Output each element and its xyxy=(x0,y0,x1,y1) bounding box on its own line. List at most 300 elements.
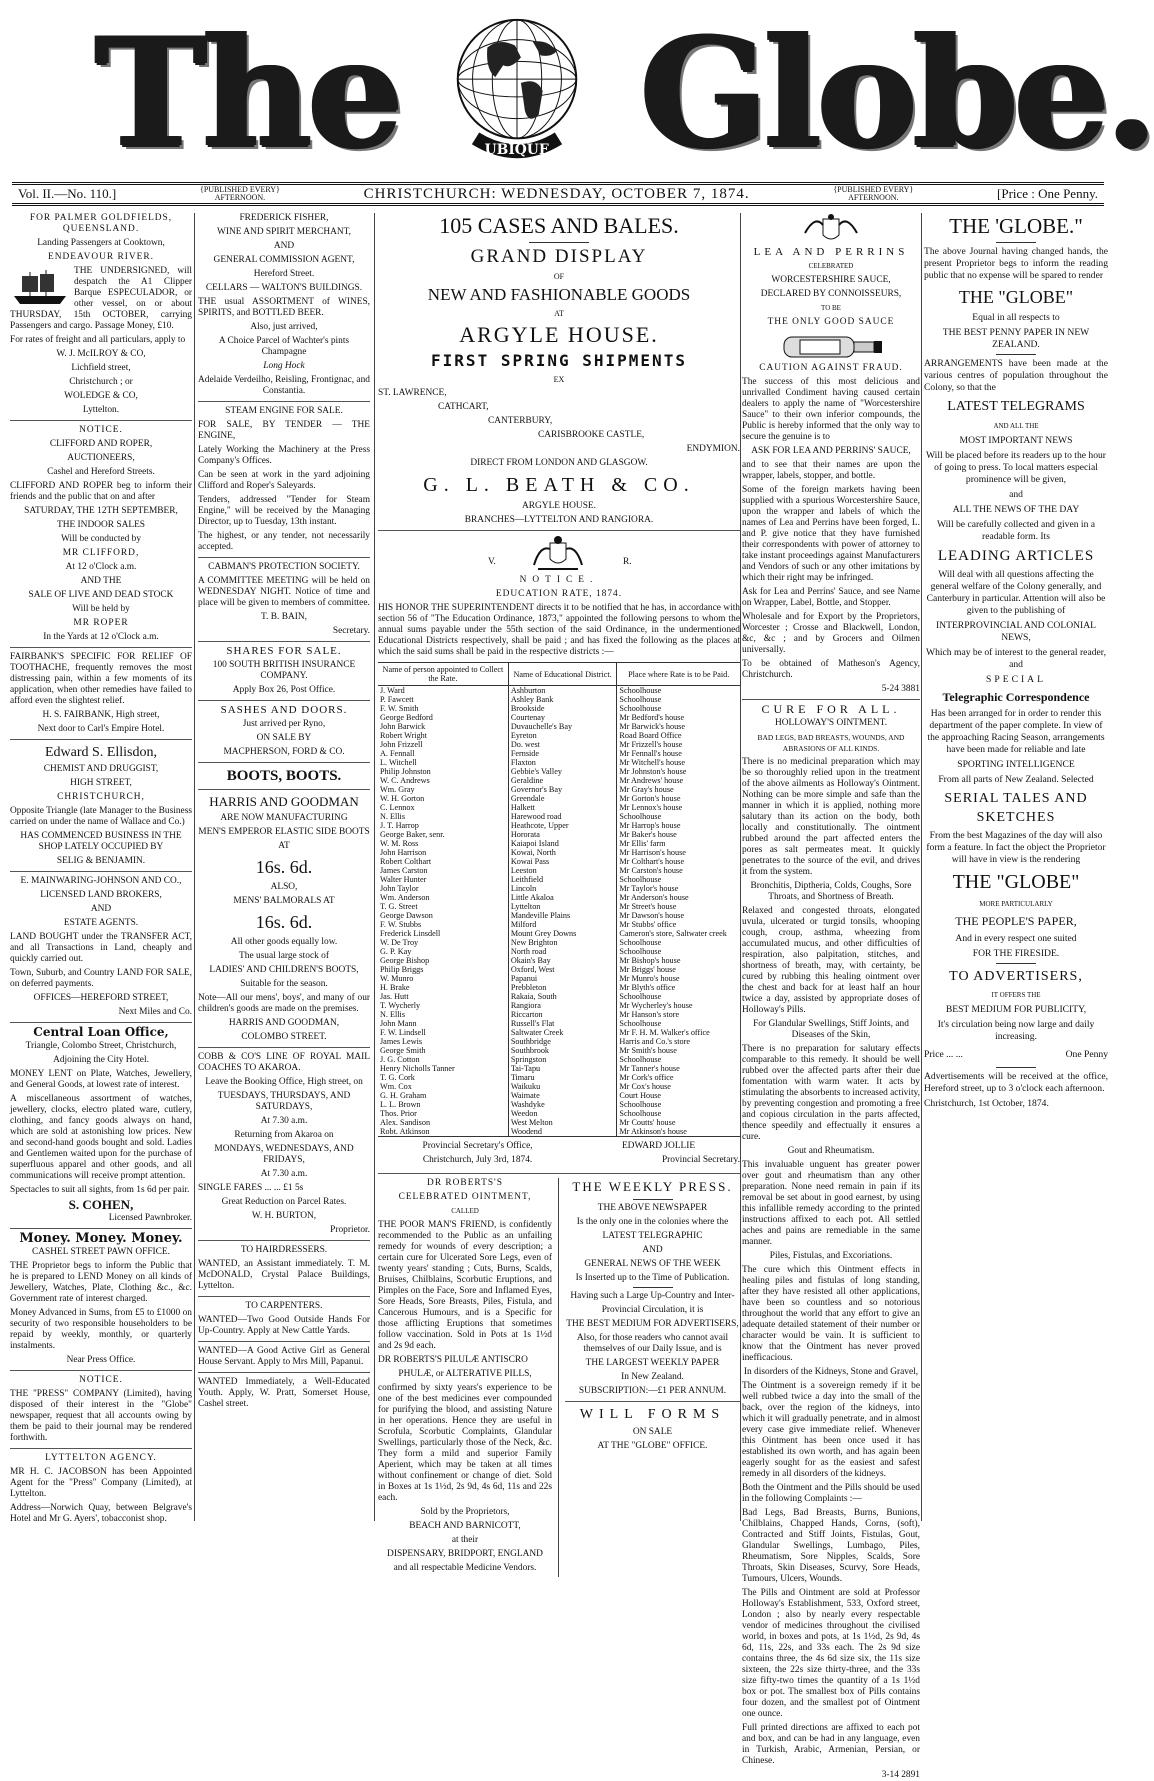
table-row xyxy=(378,839,740,848)
payment-place: Mr Briggs' house xyxy=(619,965,676,974)
collector-name: Alex. Sandison xyxy=(378,1118,508,1127)
table-row xyxy=(378,794,740,803)
payment-place: Schoolhouse xyxy=(619,704,662,713)
ad-body: Full printed directions are affixed to each pot and box, and can be had in any language, even in Turkish, Arabic, Armenian, Persian, or Chinese. xyxy=(742,1723,920,1766)
table-row xyxy=(378,848,740,857)
payment-place: Mr Taylor's house xyxy=(619,884,679,893)
ad-line: ON SALE BY xyxy=(256,733,312,743)
ad-title: Central Loan Office, xyxy=(33,1025,169,1039)
column-5 xyxy=(924,213,1108,1521)
table-row xyxy=(378,812,740,821)
ad-frederick-fisher xyxy=(198,213,370,397)
ad-line: At 7.30 a.m. xyxy=(260,1169,308,1179)
ad-mainwaring-johnson xyxy=(10,876,192,1018)
announcement-text: SPECIAL xyxy=(986,674,1046,685)
collector-name: George Bishop xyxy=(378,956,508,965)
ad-line: DR ROBERTS'S PILULÆ ANTISCRO xyxy=(378,1355,528,1365)
district-name: Okain's Bay xyxy=(508,956,617,965)
ad-line: Next Miles and Co. xyxy=(118,1007,192,1017)
ad-separator xyxy=(10,647,192,648)
collector-name: Robert Wright xyxy=(378,731,508,740)
district-name: Weedon xyxy=(508,1109,617,1118)
district-name: West Melton xyxy=(508,1118,617,1127)
column-1 xyxy=(10,213,192,1524)
ad-line: OFFICES—HEREFORD STREET, xyxy=(33,993,169,1003)
boots-price: 16s. 6d. xyxy=(255,857,313,877)
table-row xyxy=(378,1073,740,1082)
collector-name: N. Ellis xyxy=(378,1010,508,1019)
ad-line: Just arrived per Ryno, xyxy=(242,719,326,729)
ad-body: The highest, or any tender, not necessarily accepted. xyxy=(198,531,370,552)
ad-money xyxy=(10,1233,192,1366)
collector-name: W. De Troy xyxy=(378,938,508,947)
ad-line: ARGYLE HOUSE. xyxy=(459,322,659,347)
ad-body: A miscellaneous assortment of watches, jewellery, clocks, electro plated ware, cutlery, clothing, and fancy goods always on hand, which are sold at astonishing low prices. New and second-hand goods bought and sold. Ladies and Gentlemen waited upon for the purchase of superfluous apparel and other goods, and all communications will receive prompt attention. xyxy=(10,1094,192,1181)
ad-wanted-youth xyxy=(198,1377,370,1410)
publish-note-line1: {PUBLISHED EVERY} xyxy=(199,185,280,194)
table-row xyxy=(378,875,740,884)
announcement-text: INTERPROVINCIAL AND COLONIAL NEWS, xyxy=(935,620,1097,643)
ad-body: and to see that their names are upon the wrapper, labels, stopper, and bottle. xyxy=(742,460,920,481)
ad-cabmans-society xyxy=(198,562,370,637)
ad-line: TUESDAYS, THURSDAYS, AND SATURDAYS, xyxy=(217,1091,351,1112)
ad-separator xyxy=(529,242,589,243)
ad-line: THE ABOVE NEWSPAPER xyxy=(597,1203,708,1213)
payment-place: Mr Anderson's house xyxy=(619,893,689,902)
payment-place: Harris and Co.'s store xyxy=(619,1037,691,1046)
ad-line: Provincial Secretary's Office, xyxy=(422,1141,533,1151)
ad-line: MENS' BALMORALS AT xyxy=(233,896,335,906)
ad-title: STEAM ENGINE FOR SALE. xyxy=(225,406,343,416)
announcement-text: Will be placed before its readers up to the hour of going to press. To local matters especial prominence will be given, xyxy=(926,450,1106,485)
ad-line: MEN'S EMPEROR ELASTIC SIDE BOOTS xyxy=(198,827,370,837)
announcement-text: IT OFFERS THE xyxy=(991,991,1041,999)
district-name: Southbridge xyxy=(508,1037,617,1046)
ad-line: CHEMIST AND DRUGGIST, xyxy=(43,764,159,774)
ship-name: ST. LAWRENCE, xyxy=(378,388,447,398)
district-name: Fernside xyxy=(508,749,617,758)
ad-title: COBB & CO'S LINE OF ROYAL MAIL COACHES TO AKAROA. xyxy=(198,1052,370,1073)
ad-separator xyxy=(996,1067,1036,1068)
ad-body: WANTED, an Assistant immediately. T. M. McDONALD, Crystal Palace Buildings, Lyttelton. xyxy=(198,1259,370,1291)
district-name: Governor's Bay xyxy=(508,785,617,794)
ad-separator xyxy=(633,1287,673,1288)
table-row xyxy=(378,866,740,875)
payment-place: Mr Munro's house xyxy=(619,974,680,983)
ad-signature: W. H. BURTON, xyxy=(251,1211,317,1221)
ad-body: LAND BOUGHT under the TRANSFER ACT, and all Transactions in Land, cheaply and quickly carried out. xyxy=(10,932,192,964)
ad-line: SUBSCRIPTION:—£1 PER ANNUM. xyxy=(578,1386,727,1396)
ad-line: AT xyxy=(278,841,290,851)
ad-line: MR CLIFFORD, xyxy=(62,548,140,558)
ad-dr-roberts xyxy=(378,1178,559,1577)
ad-line: Suitable for the season. xyxy=(240,979,328,989)
ad-line: AT THE "GLOBE" OFFICE. xyxy=(597,1441,708,1451)
announcement-text: And in every respect one suited xyxy=(955,933,1077,944)
ad-line: WINE AND SPIRIT MERCHANT, xyxy=(216,227,352,237)
ad-title: NOTICE. xyxy=(519,575,599,585)
payment-place: Mr Bishop's house xyxy=(619,956,681,965)
district-name: Eyreton xyxy=(508,731,617,740)
payment-place: Mr Ellis' farm xyxy=(619,839,666,848)
table-row xyxy=(378,749,740,758)
ad-line: The usual large stock of xyxy=(239,951,329,961)
ad-body: THE POOR MAN'S FRIEND, is confidently recommended to the Public as an unfailing remedy for wounds of every description; a certain cure for Ulcerated Sore Legs, even of twenty years' standing ; Cuts, Burns, Scalds, Bruises, Chilblains, Scorbutic Eruptions, and Pimples on the Face, Sore and Inflamed Eyes, Sore Heads, Sore Breasts, Piles, Fistula, and Cancerous Humours, and is a Specific for those afflicting Eruptions that sometimes follow vaccination. Sold in Pots at 1s 1½d and 2s 9d each. xyxy=(378,1220,552,1351)
ad-line: Cashel and Hereford Streets. xyxy=(47,467,155,477)
table-row xyxy=(378,785,740,794)
payment-place: Mr Lennox's house xyxy=(619,803,683,812)
ad-line: THE BEST MEDIUM FOR ADVERTISERS, xyxy=(566,1319,739,1329)
ad-separator xyxy=(10,1228,192,1229)
ad-line: THE ONLY GOOD SAUCE xyxy=(767,317,895,327)
ad-body: THE Proprietor begs to inform the Public that he is prepared to LEND Money on all kinds of Jewellery, Watches, Plate, Clothing &c., &c. Government rate of interest charged. xyxy=(10,1261,192,1304)
table-header-row xyxy=(378,663,740,686)
collector-name: James Carston xyxy=(378,866,508,875)
ad-line: CELLARS — WALTON'S BUILDINGS. xyxy=(205,283,363,293)
ad-separator xyxy=(198,1240,370,1241)
payment-place: Mr Andrews' house xyxy=(619,776,684,785)
collector-name: John Frizzell xyxy=(378,740,508,749)
ad-separator xyxy=(378,530,740,531)
ad-separator xyxy=(198,557,370,558)
ad-body: Money Advanced in Sums, from £5 to £1000 on security of two responsible householders to be repaid by weekly, monthly, or quarterly instalments. xyxy=(10,1308,192,1351)
table-row xyxy=(378,1001,740,1010)
ad-line: Piles, Fistulas, and Excoriations. xyxy=(769,1251,893,1261)
ad-line: At 7.30 a.m. xyxy=(260,1116,308,1126)
payment-place: Mr Dawson's house xyxy=(619,911,685,920)
collector-name: George Baker, senr. xyxy=(378,830,508,839)
ad-line: Christchurch ; or xyxy=(69,377,133,387)
ad-line: 100 SOUTH BRITISH INSURANCE COMPANY. xyxy=(212,660,356,681)
ad-line: BEACH AND BARNICOTT, xyxy=(409,1521,521,1531)
ad-body: HIS HONOR THE SUPERINTENDENT directs it to be notified that he has, in accordance with section 56 of "The Education Ordinance, 1873," appointed the following persons to whom the annual sums payable under the 55th section of the said Ordinance, in the undermentioned Educational Districts respectively, shall be paid ; and has fixed the following as the places at which the said sums shall be paid in the respective districts :— xyxy=(378,603,740,657)
ad-title: THE WEEKLY PRESS. xyxy=(572,1179,733,1194)
payment-place: Schoolhouse xyxy=(619,695,662,704)
payment-place: Mr Gray's house xyxy=(619,785,674,794)
ad-weekly-press xyxy=(559,1178,740,1577)
ad-body: Spectacles to suit all sights, from 1s 6d per pair. xyxy=(10,1185,190,1195)
collector-name: T. G. Cork xyxy=(378,1073,508,1082)
table-row xyxy=(378,1019,740,1028)
ad-line: All other goods equally low. xyxy=(230,937,338,947)
table-row xyxy=(378,1091,740,1100)
table-row xyxy=(378,992,740,1001)
ad-body: Wholesale and for Export by the Proprietors, Worcester ; Crosse and Blackwell, London, &c, &c ; and by Grocers and Oilmen universally. xyxy=(742,612,920,655)
masthead xyxy=(0,0,1154,181)
price-label: Price ... ... xyxy=(924,1049,963,1060)
ad-title: BOOTS, BOOTS. xyxy=(226,768,342,784)
announcement-heading: TO ADVERTISERS, xyxy=(949,969,1083,984)
ad-line: and all respectable Medicine Vendors. xyxy=(393,1563,537,1573)
table-row xyxy=(378,1127,740,1137)
district-name: Little Akaloa xyxy=(508,893,617,902)
column-rule xyxy=(374,213,375,1521)
ad-line: AUCTIONEERS, xyxy=(67,453,135,463)
ad-line: THE INDOOR SALES xyxy=(56,520,146,530)
payment-place: Mr Cork's office xyxy=(619,1073,674,1082)
ad-body: Town, Suburb, and Country LAND FOR SALE, on deferred payments. xyxy=(10,968,192,989)
ad-separator xyxy=(378,1173,740,1174)
ad-body: FOR SALE, BY TENDER — THE ENGINE, xyxy=(198,420,370,441)
ad-title: TO HAIRDRESSERS. xyxy=(240,1245,328,1255)
ad-line: MONDAYS, WEDNESDAYS, AND FRIDAYS, xyxy=(214,1144,354,1165)
ad-line: A Choice Parcel of Wachter's pints Champagne xyxy=(218,336,350,357)
masthead-globe: Globe. xyxy=(640,5,1154,181)
ad-title: FOR PALMER GOLDFIELDS, QUEENSLAND. xyxy=(29,213,173,234)
ad-body: THE UNDERSIGNED, will despatch the A1 Clipper Barque ESPECULADOR, or other vessel, on or about THURSDAY, 15th OCTOBER, carrying Passengers and cargo. Passage Money, £10. xyxy=(10,266,192,331)
ad-title: DR ROBERTS'S xyxy=(427,1178,503,1188)
payment-place: Mr Cox's house xyxy=(619,1082,671,1091)
announcement-text: Has been arranged for in order to render this department of the paper complete. In view of the approaching Racing Season, arrangements have been made for reliable and late xyxy=(927,708,1105,755)
ad-separator xyxy=(198,1372,370,1373)
ad-line: W. J. McILROY & CO, xyxy=(56,349,146,359)
ad-signature: HARRIS AND GOODMAN, xyxy=(228,1018,340,1028)
table-row xyxy=(378,947,740,956)
ad-line: SELIG & BENJAMIN. xyxy=(56,856,146,866)
ad-title: SASHES AND DOORS. xyxy=(220,704,348,716)
collector-name: Wm. Anderson xyxy=(378,893,508,902)
table-row xyxy=(378,686,740,696)
payment-place: Schoolhouse xyxy=(619,686,662,695)
collector-name: Philip Briggs xyxy=(378,965,508,974)
table-row xyxy=(378,767,740,776)
payment-place: Schoolhouse xyxy=(619,812,662,821)
payment-place: Mr Johnston's house xyxy=(619,767,687,776)
collector-name: Jas. Hutt xyxy=(378,992,508,1001)
table-row xyxy=(378,731,740,740)
ad-line: GENERAL COMMISSION AGENT, xyxy=(213,255,355,265)
district-name: Oxford, West xyxy=(508,965,617,974)
announcement-text: Which may be of interest to the general reader, and xyxy=(926,647,1106,670)
collector-name: Robt. Atkinson xyxy=(378,1127,508,1137)
table-row xyxy=(378,1037,740,1046)
ad-line: LADIES' AND CHILDREN'S BOOTS, xyxy=(209,965,359,975)
crest-icon xyxy=(801,213,861,247)
ad-body: Bad Legs, Bad Breasts, Burns, Bunions, Chilblains, Chapped Hands, Corns, (soft), Contracted and Stiff Joints, Fistulas, Gout, Glandular Swellings, Lumbago, Piles, Rheumatism, Sore Nipples, Scalds, Sore Throats, Skin Diseases, Scurvy, Sore Heads, Tumours, Ulcers, Wounds. xyxy=(742,1508,920,1584)
collector-name: James Lewis xyxy=(378,1037,508,1046)
announcement-text: Advertisements will be received at the office, Hereford street, up to 3 o'clock each afternoon. xyxy=(924,1071,1108,1094)
payment-place: Mr Stubbs' office xyxy=(619,920,677,929)
ad-separator xyxy=(10,871,192,872)
ad-separator xyxy=(198,1047,370,1048)
ad-signature: Licensed Pawnbroker. xyxy=(108,1213,192,1223)
ad-line: Adelaide Verdeilho, Reisling, Frontignac, and Constantia. xyxy=(198,375,370,396)
district-name: Riccarton xyxy=(508,1010,617,1019)
district-name: Russell's Flat xyxy=(508,1019,617,1028)
collector-name: H. Brake xyxy=(378,983,508,992)
ad-clifford-roper xyxy=(10,425,192,643)
ad-body: Address—Norwich Quay, between Belgrave's Hotel and Mr G. Ayers', tobacconist shop. xyxy=(10,1503,192,1524)
payment-place: Schoolhouse xyxy=(619,938,662,947)
publish-note-right xyxy=(833,186,913,202)
announcement-text: It's circulation being now large and daily increasing. xyxy=(937,1019,1095,1042)
notice-signature xyxy=(378,1141,740,1169)
ad-line: Adjoining the City Hotel. xyxy=(53,1055,149,1065)
payment-place: Mr Colthart's house xyxy=(619,857,685,866)
ad-steam-engine xyxy=(198,406,370,553)
ad-body: FAIRBANK'S SPECIFIC FOR RELIEF OF TOOTHACHE, frequently removes the most distressing pain, within a few moments of its application, when other remedies have failed to afford even the slightest relief. xyxy=(10,652,192,706)
table-row xyxy=(378,974,740,983)
ad-body: confirmed by sixty years's experience to be one of the best medicines ever compounded for purifying the blood, and assisting Nature in her operations. Hence they are useful in Scrofula, Scorbutic Complaints, Glandular Swellings, particularly those of the Neck, &c. They form a mild and superior Family Aperient, which may be taken at all times without confinement or change of diet. Sold in Boxes at 1s 1½d, 2s 9d, 4s 6d, 11s and 22s each. xyxy=(378,1383,552,1503)
ad-signature: T. B. BAIN, xyxy=(261,612,307,622)
payment-place: Mr F. H. M. Walker's office xyxy=(619,1028,710,1037)
district-name: Leithfield xyxy=(508,875,617,884)
table-row xyxy=(378,1055,740,1064)
district-name: Kowai Pass xyxy=(508,857,617,866)
ad-line: Having such a Large Up-Country and Inter- xyxy=(570,1291,735,1301)
announcement-text: and xyxy=(1009,489,1023,500)
ad-line: CASHEL STREET PAWN OFFICE. xyxy=(32,1247,170,1257)
collector-name: L. Witchell xyxy=(378,758,508,767)
payment-place: Mr Witchell's house xyxy=(619,758,685,767)
payment-place: Mr Blyth's office xyxy=(619,983,676,992)
collector-name: Henry Nicholls Tanner xyxy=(378,1064,508,1073)
table-row xyxy=(378,695,740,704)
announcement-text: The above Journal having changed hands, the present Proprietor begs to inform the reading public that no expense will be spared to render xyxy=(924,246,1108,281)
ad-line: At 12 o'Clock a.m. xyxy=(65,562,137,572)
announcement-text: THE BEST PENNY PAPER IN NEW ZEALAND. xyxy=(942,327,1090,350)
collector-name: George Smith xyxy=(378,1046,508,1055)
collector-name: George Bedford xyxy=(378,713,508,722)
ad-line: LICENSED LAND BROKERS, xyxy=(40,890,162,900)
payment-place: Mr Harrison's house xyxy=(619,848,686,857)
district-name: Brookside xyxy=(508,704,617,713)
payment-place: Mr Hanson's store xyxy=(619,1010,680,1019)
table-row xyxy=(378,740,740,749)
column-2 xyxy=(198,213,370,1521)
ad-line: AT xyxy=(554,309,564,318)
collector-name: L. L. Brown xyxy=(378,1100,508,1109)
ad-line: DIRECT FROM LONDON AND GLASGOW. xyxy=(470,458,648,468)
ad-body: There is no medicinal preparation which may be so thoroughly relied upon in the treatment of the above ailments as Holloway's Ointment. Nothing can be more simple and safe than the manner in which it is applied, nothing more salutary than its action on the body, both locally and constitutionally. The ointment rubbed around the part affected enters the pores as salt permeates meat. It quickly penetrates to the source of the evil, and drives it from the system. xyxy=(742,757,920,877)
ad-fairbank xyxy=(10,652,192,735)
district-name: Flaxton xyxy=(508,758,617,767)
column-3 xyxy=(378,213,740,1573)
ad-separator xyxy=(198,1341,370,1342)
district-name: Duvauchelle's Bay xyxy=(508,722,617,731)
column-rule xyxy=(921,213,922,1521)
ad-line: Will be held by xyxy=(72,604,130,614)
ad-title: CURE FOR ALL. xyxy=(761,702,901,716)
ad-signature: Proprietor. xyxy=(330,1225,370,1235)
ad-separator xyxy=(565,1401,740,1402)
ad-line: Lichfield street, xyxy=(71,363,131,373)
dateline xyxy=(12,182,1104,206)
ad-title: E. MAINWARING-JOHNSON AND CO., xyxy=(20,876,182,886)
ad-body: Tenders, addressed "Tender for Steam Engine," will be received by the Managing Director, up to Tuesday, 13th instant. xyxy=(198,495,370,527)
district-name: Woodend xyxy=(508,1127,617,1137)
collector-name: F. W. Stubbs xyxy=(378,920,508,929)
table-row xyxy=(378,902,740,911)
collector-name: J. T. Harrop xyxy=(378,821,508,830)
ad-line: DISPENSARY, BRIDPORT, ENGLAND xyxy=(387,1549,543,1559)
ad-line: In disorders of the Kidneys, Stone and Gravel, xyxy=(743,1367,919,1377)
district-name: Rangiora xyxy=(508,1001,617,1010)
ad-separator xyxy=(742,699,920,700)
ad-title: FREDERICK FISHER, xyxy=(239,213,329,223)
ad-body: The cure which this Ointment effects in healing piles and fistulas of long standing, after they have resisted all other applications, have been so countless and so notorious throughout the world that any effort to give an adequate detailed statement of their number or character would be vain. It is sufficient to know that the Ointment has never proved inefficacious. xyxy=(742,1265,920,1363)
ad-line: NEW AND FASHIONABLE GOODS xyxy=(427,285,691,304)
ad-separator xyxy=(10,739,192,740)
district-name: Springston xyxy=(508,1055,617,1064)
ad-signature: COLOMBO STREET. xyxy=(241,1032,327,1042)
ad-line: OF xyxy=(553,272,565,281)
table-header: Place where Rate is to be Paid. xyxy=(617,663,740,686)
payment-place: Mr Street's house xyxy=(619,902,677,911)
ad-body: Ask for Lea and Perrins' Sauce, and see Name on Wrapper, Label, Bottle, and Stopper. xyxy=(742,587,920,608)
ad-separator xyxy=(10,1448,192,1449)
ad-line: CELEBRATED OINTMENT, xyxy=(398,1192,532,1202)
district-name: Geraldine xyxy=(508,776,617,785)
ad-body: This invaluable unguent has greater power over gout and rheumatism than any other preparation. None need remain in pain if its removal be set about in good earnest, by using this infallible remedy according to the printed instructions affixed to each pot. All settled aches and pains are remediable in the same manner. xyxy=(742,1160,920,1247)
globe-announcement-title: THE 'GLOBE." xyxy=(949,214,1083,238)
ad-title: Money. Money. Money. xyxy=(19,1231,183,1246)
ad-body: THE usual ASSORTMENT of WINES, SPIRITS, and BOTTLED BEER. xyxy=(198,297,370,318)
announcement-heading: Telegraphic Correspondence xyxy=(942,690,1090,704)
ad-shares xyxy=(198,646,370,696)
ad-line: For Glandular Swellings, Stiff Joints, and Diseases of the Skin, xyxy=(753,1019,909,1040)
table-row xyxy=(378,1109,740,1118)
lower-split xyxy=(378,1178,740,1577)
announcement-text: Will deal with all questions affecting the general welfare of the Colony generally, and Canterbury in particular. Attention will also be given to the publishing of xyxy=(926,569,1106,616)
ad-line: Will be conducted by xyxy=(60,534,142,544)
payment-place: Schoolhouse xyxy=(619,947,662,956)
table-row xyxy=(378,776,740,785)
ad-line: ARGYLE HOUSE. xyxy=(522,501,596,511)
ad-body: THE "PRESS" COMPANY (Limited), having disposed of their interest in the "Globe" newspaper, request that all accounts owing by them be paid to their journal may be rendered forthwith. xyxy=(10,1389,192,1443)
ad-signature: Secretary. xyxy=(332,626,370,636)
ad-signature: S. COHEN, xyxy=(68,1197,134,1212)
ad-line: CLIFFORD AND ROPER, xyxy=(49,439,153,449)
announcement-text: Will be carefully collected and given in a readable form. Its xyxy=(936,519,1096,542)
ad-line: WORCESTERSHIRE SAUCE, xyxy=(771,275,891,285)
announcement-text: Equal in all respects to xyxy=(972,312,1060,323)
table-row xyxy=(378,1064,740,1073)
ad-line: ENDEAVOUR RIVER. xyxy=(48,252,154,262)
ad-line: AND THE xyxy=(80,576,122,586)
district-name: New Brighton xyxy=(508,938,617,947)
payment-place: Mr Carston's house xyxy=(619,866,683,875)
district-name: Saltwater Creek xyxy=(508,1028,617,1037)
district-name: Heathcote, Upper xyxy=(508,821,617,830)
collector-name: Thos. Prior xyxy=(378,1109,508,1118)
table-row xyxy=(378,938,740,947)
district-name: Harewood road xyxy=(508,812,617,821)
announcement-heading: THE "GLOBE" xyxy=(958,287,1074,307)
table-row xyxy=(378,722,740,731)
ad-title: TO CARPENTERS. xyxy=(245,1301,323,1311)
ad-body: Opposite Triangle (late Manager to the Business carried on under the name of Wallace and Co.) xyxy=(10,806,192,827)
ad-cobb-coaches xyxy=(198,1052,370,1236)
globe-icon xyxy=(438,8,596,166)
ad-lea-perrins xyxy=(742,213,920,695)
ship-name: CANTERBURY, xyxy=(488,416,553,426)
payment-place: Schoolhouse xyxy=(619,992,662,1001)
district-name: North road xyxy=(508,947,617,956)
ad-line: HAS COMMENCED BUSINESS IN THE SHOP LATELY OCCUPIED BY xyxy=(20,831,182,852)
table-row xyxy=(378,830,740,839)
payment-place: Mr Baker's house xyxy=(619,830,677,839)
ad-line: AND xyxy=(273,241,295,251)
district-name: Do. west xyxy=(508,740,617,749)
ad-argyle-house xyxy=(378,213,740,526)
balmorals-price: 16s. 6d. xyxy=(255,912,313,932)
ad-line: Also, for those readers who cannot avail themselves of our Daily Issue, and is xyxy=(576,1333,729,1354)
payment-place: Mr Fennall's house xyxy=(619,749,682,758)
district-name: Ashley Bank xyxy=(508,695,617,704)
ad-line: EX xyxy=(553,375,565,384)
ad-body: A COMMITTEE MEETING will be held on WEDNESDAY NIGHT. Notice of time and place will be given to members of committee. xyxy=(198,576,370,608)
